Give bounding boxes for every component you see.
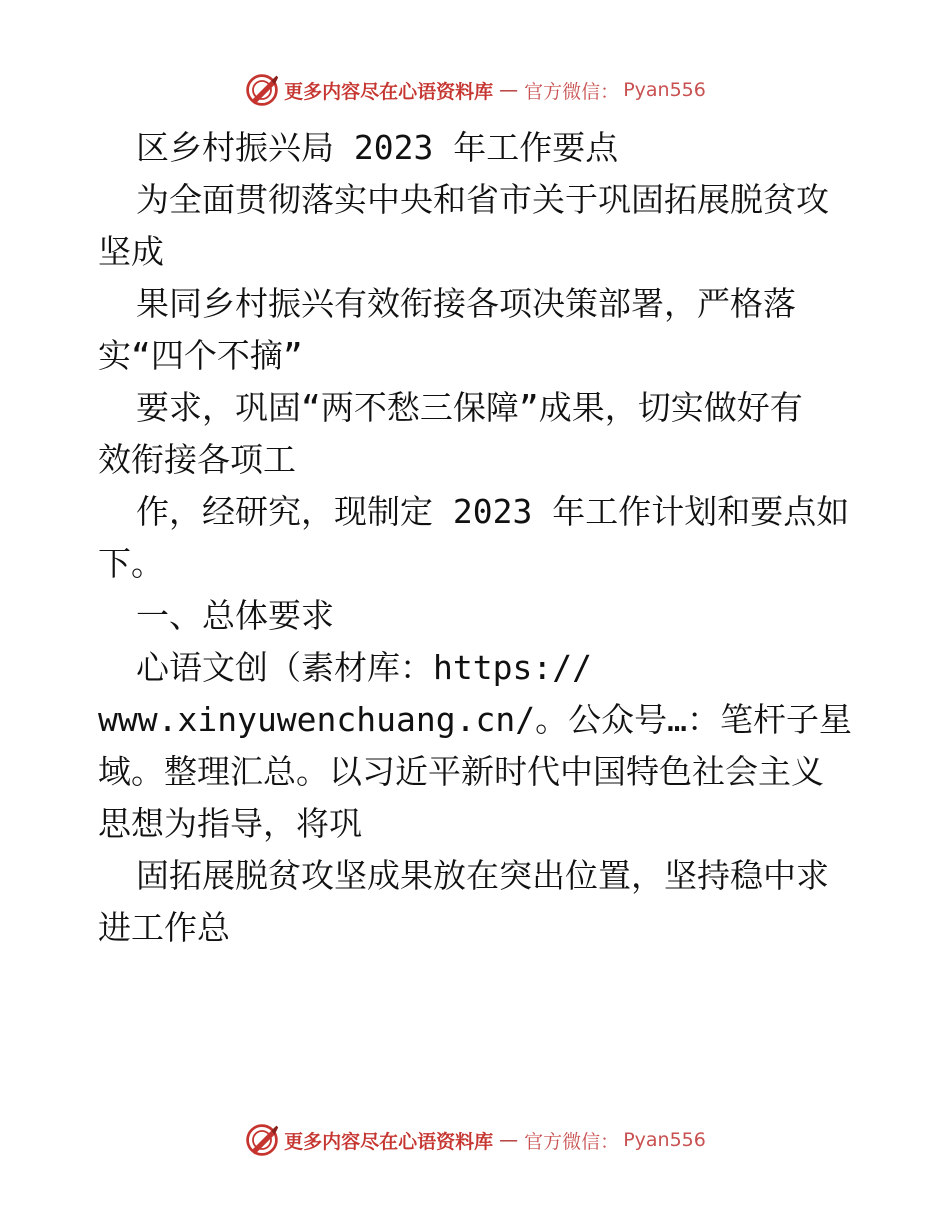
paragraph-line: 效衔接各项工: [98, 440, 296, 479]
banner-wechat-id: Pyan556: [623, 1129, 706, 1151]
header-banner-content: [244, 72, 706, 108]
document-body: [98, 122, 858, 954]
paragraph-line: 实“四个不摘”: [98, 336, 303, 375]
banner-wechat-label: 官方微信：: [524, 1130, 620, 1153]
banner-main-text: 更多内容尽在心语资料库: [284, 80, 494, 103]
paragraph-line: 作，经研究，现制定 2023 年工作计划和要点如: [136, 492, 850, 531]
paragraph-line: 坚成: [98, 232, 164, 271]
section-heading: 一、总体要求: [136, 596, 334, 635]
paragraph-line: 要求，巩固“两不愁三保障”成果，切实做好有: [136, 388, 803, 427]
paragraph-line: 下。: [98, 544, 164, 583]
footer-banner: [0, 1118, 950, 1162]
banner-separator: —: [499, 1129, 519, 1151]
banner-separator: —: [499, 79, 519, 101]
banner-wechat-label: 官方微信：: [524, 80, 620, 103]
paragraph-line: 心语文创（素材库：https://: [136, 648, 592, 687]
paragraph-line: www.xinyuwenchuang.cn/。公众号…：笔杆子星: [98, 700, 852, 739]
paragraph-line: 果同乡村振兴有效衔接各项决策部署，严格落: [136, 284, 796, 323]
footer-banner-content: [244, 1122, 706, 1158]
document-title: 区乡村振兴局 2023 年工作要点: [136, 128, 619, 167]
banner-wechat-id: Pyan556: [623, 79, 706, 101]
banner-main-text: 更多内容尽在心语资料库: [284, 1130, 494, 1153]
paragraph-line: 固拓展脱贫攻坚成果放在突出位置，坚持稳中求: [136, 856, 829, 895]
paragraph-line: 思想为指导，将巩: [98, 804, 362, 843]
paragraph-line: 进工作总: [98, 908, 230, 947]
paragraph-line: 为全面贯彻落实中央和省市关于巩固拓展脱贫攻: [136, 180, 829, 219]
header-banner: [0, 68, 950, 112]
pen-logo-icon: [244, 1122, 280, 1158]
pen-logo-icon: [244, 72, 280, 108]
paragraph-line: 域。整理汇总。以习近平新时代中国特色社会主义: [98, 752, 824, 791]
